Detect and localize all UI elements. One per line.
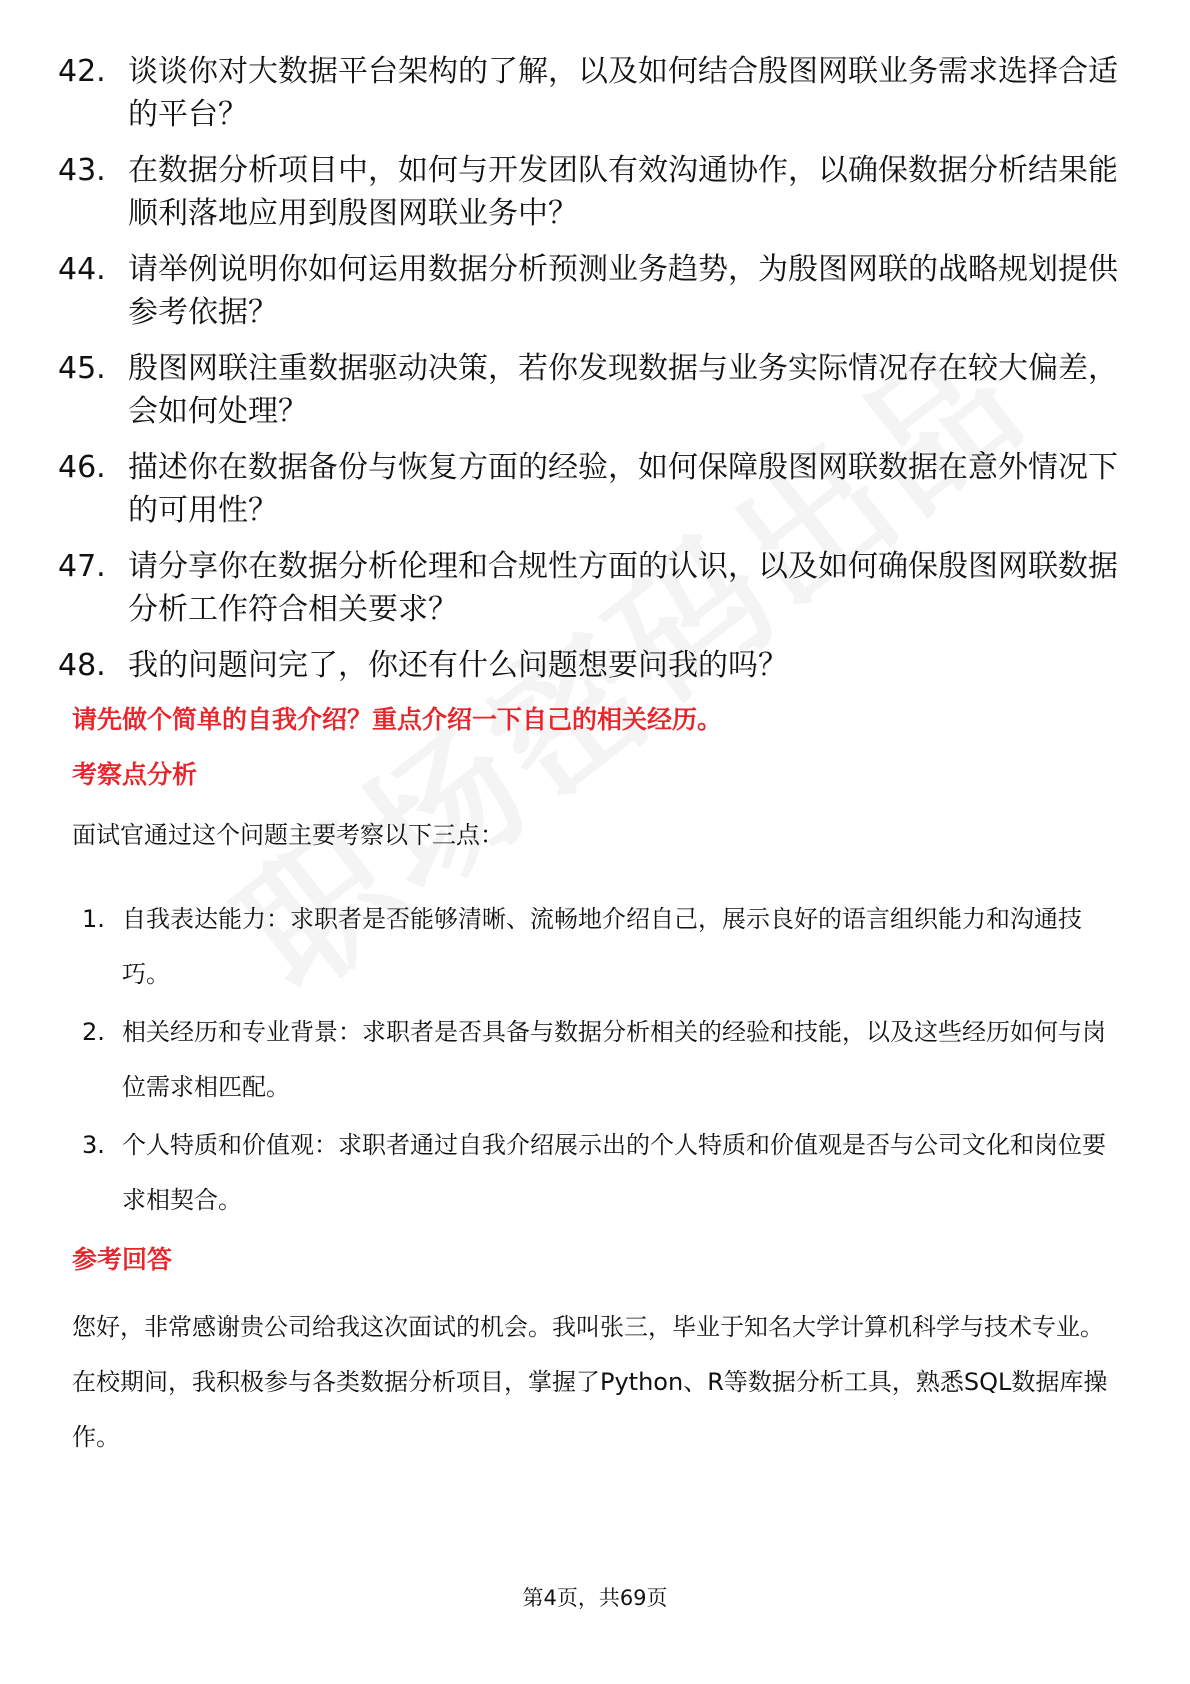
question-item xyxy=(58,248,1138,334)
question-number: 48. xyxy=(58,648,106,683)
question-number: 42. xyxy=(58,54,106,89)
analysis-heading: 考察点分析 xyxy=(72,760,198,789)
question-list xyxy=(58,50,1138,700)
question-number: 44. xyxy=(58,252,106,287)
question-text: 我的问题问完了，你还有什么问题想要问我的吗？ xyxy=(128,648,788,683)
question-number: 46. xyxy=(58,450,106,485)
list-item-number: 2. xyxy=(82,1018,105,1046)
question-number: 45. xyxy=(58,351,106,386)
list-item xyxy=(82,1118,1122,1228)
list-item-number: 1. xyxy=(82,905,105,933)
analysis-points xyxy=(82,892,1122,1231)
interview-question-title: 请先做个简单的自我介绍？重点介绍一下自己的相关经历。 xyxy=(72,705,723,734)
analysis-intro: 面试官通过这个问题主要考察以下三点： xyxy=(72,821,504,849)
page-number: 第4页，共69页 xyxy=(522,1586,668,1610)
question-item xyxy=(58,50,1138,136)
question-number: 43. xyxy=(58,153,106,188)
list-item xyxy=(82,892,1122,1002)
question-text: 请分享你在数据分析伦理和合规性方面的认识，以及如何确保殷图网联数据分析工作符合相关要求？ xyxy=(128,549,1118,627)
list-item-text: 相关经历和专业背景：求职者是否具备与数据分析相关的经验和技能，以及这些经历如何与岗位需求相匹配。 xyxy=(122,1018,1106,1101)
list-item xyxy=(82,1005,1122,1115)
question-item xyxy=(58,149,1138,235)
question-item xyxy=(58,644,1138,687)
list-item-number: 3. xyxy=(82,1131,105,1159)
question-item xyxy=(58,545,1138,631)
answer-text: 您好，非常感谢贵公司给我这次面试的机会。我叫张三，毕业于知名大学计算机科学与技术专业。在校期间，我积极参与各类数据分析项目，掌握了Python、R等数据分析工具，熟悉SQL数据库操作。 xyxy=(72,1313,1108,1451)
question-item xyxy=(58,446,1138,532)
question-text: 请举例说明你如何运用数据分析预测业务趋势，为殷图网联的战略规划提供参考依据？ xyxy=(128,252,1118,330)
question-text: 在数据分析项目中，如何与开发团队有效沟通协作，以确保数据分析结果能顺利落地应用到殷图网联业务中？ xyxy=(128,153,1118,231)
question-item xyxy=(58,347,1138,433)
list-item-text: 个人特质和价值观：求职者通过自我介绍展示出的个人特质和价值观是否与公司文化和岗位要求相契合。 xyxy=(122,1131,1106,1214)
question-text: 殷图网联注重数据驱动决策，若你发现数据与业务实际情况存在较大偏差，会如何处理？ xyxy=(128,351,1118,429)
answer-heading: 参考回答 xyxy=(72,1245,173,1274)
list-item-text: 自我表达能力：求职者是否能够清晰、流畅地介绍自己，展示良好的语言组织能力和沟通技巧。 xyxy=(122,905,1082,988)
question-text: 谈谈你对大数据平台架构的了解，以及如何结合殷图网联业务需求选择合适的平台？ xyxy=(128,54,1118,132)
question-number: 47. xyxy=(58,549,106,584)
question-text: 描述你在数据备份与恢复方面的经验，如何保障殷图网联数据在意外情况下的可用性？ xyxy=(128,450,1118,528)
